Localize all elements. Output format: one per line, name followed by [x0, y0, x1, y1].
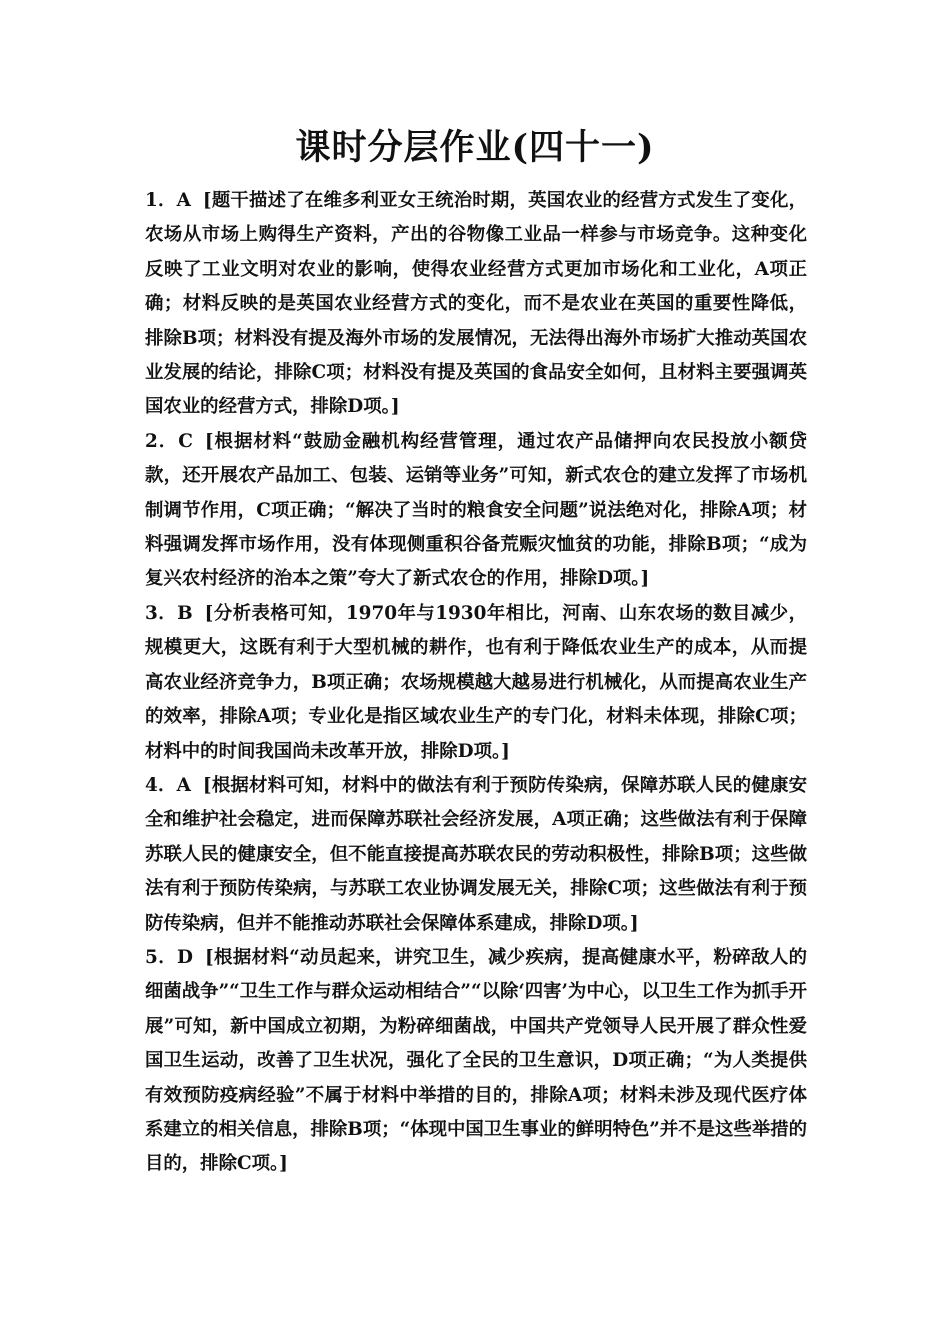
answer-letter: D: [176, 946, 193, 968]
answer-item-2: [145, 425, 807, 597]
answer-explanation: [题干描述了在维多利亚女王统治时期，英国农业的经营方式发生了变化，农场从市场上购得生产资料，产出的谷物像工业品一样参与市场竞争。这种变化反映了工业文明对农业的影响，使得农业经营方式更加市场化和工业化，A项正确；材料反映的是英国农业经营方式的变化，而不是农业在英国的重要性降低，排除B项；材料没有提及海外市场的发展情况，无法得出海外市场扩大推动英国农业发展的结论，排除C项；材料没有提及英国的食品安全如何，且材料主要强调英国农业的经营方式，排除D项。]: [145, 190, 808, 418]
answer-number: 5．: [145, 946, 177, 968]
answer-explanation: [根据材料“动员起来，讲究卫生，减少疾病，提高健康水平，粉碎敌人的细菌战争”“卫生工作与群众运动相结合”“以除‘四害’为中心，以卫生工作为抓手开展”可知，新中国成立初期，为粉碎细菌战，中国共产党领导人民开展了群众性爱国卫生运动，改善了卫生状况，强化了全民的卫生意识，D项正确；“为人类提供有效预防疫病经验”不属于材料中举措的目的，排除A项；材料未涉及现代医疗体系建立的相关信息，排除B项；“体现中国卫生事业的鲜明特色”并不是这些举措的目的，排除C项。]: [145, 946, 808, 1175]
answer-explanation: [根据材料可知，材料中的做法有利于预防传染病，保障苏联人民的健康安全和维护社会稳定，进而保障苏联社会经济发展，A项正确；这些做法有利于保障苏联人民的健康安全，但不能直接提高苏联农民的劳动积极性，排除B项；这些做法有利于预防传染病，与苏联工农业协调发展无关，排除C项；这些做法有利于预防传染病，但并不能推动苏联社会保障体系建成，排除D项。]: [145, 774, 808, 934]
answer-number: 2．: [145, 430, 179, 452]
answer-number: 1．: [145, 190, 177, 211]
answer-letter: A: [176, 190, 191, 211]
answer-letter: C: [178, 430, 193, 452]
answer-item-5: [145, 941, 807, 1182]
page-title: 课时分层作业(四十一): [295, 127, 655, 168]
answer-item-1: [145, 184, 807, 425]
answer-letter: A: [176, 774, 191, 796]
answer-list: [145, 184, 807, 1182]
answer-number: 4．: [145, 774, 177, 796]
answer-item-4: [145, 769, 807, 941]
answer-explanation: [根据材料“鼓励金融机构经营管理，通过农产品储押向农民投放小额贷款，还开展农产品加工、包装、运销等业务”可知，新式农仓的建立发挥了市场机制调节作用，C项正确；“解决了当时的粮食安全问题”说法绝对化，排除A项；材料强调发挥市场作用，没有体现侧重积谷备荒赈灾恤贫的功能，排除B项；“成为复兴农村经济的治本之策”夸大了新式农仓的作用，排除D项。]: [145, 430, 808, 590]
answer-letter: B: [177, 602, 193, 624]
answer-explanation: [分析表格可知，1970年与1930年相比，河南、山东农场的数目减少，规模更大，这既有利于大型机械的耕作，也有利于降低农业生产的成本，从而提高农业经济竞争力，B项正确；农场规模越大越易进行机械化，从而提高农业生产的效率，排除A项；专业化是指区域农业生产的专门化，材料未体现，排除C项；材料中的时间我国尚未改革开放，排除D项。]: [145, 602, 807, 762]
answer-item-3: [145, 597, 807, 769]
answer-number: 3．: [145, 602, 178, 624]
